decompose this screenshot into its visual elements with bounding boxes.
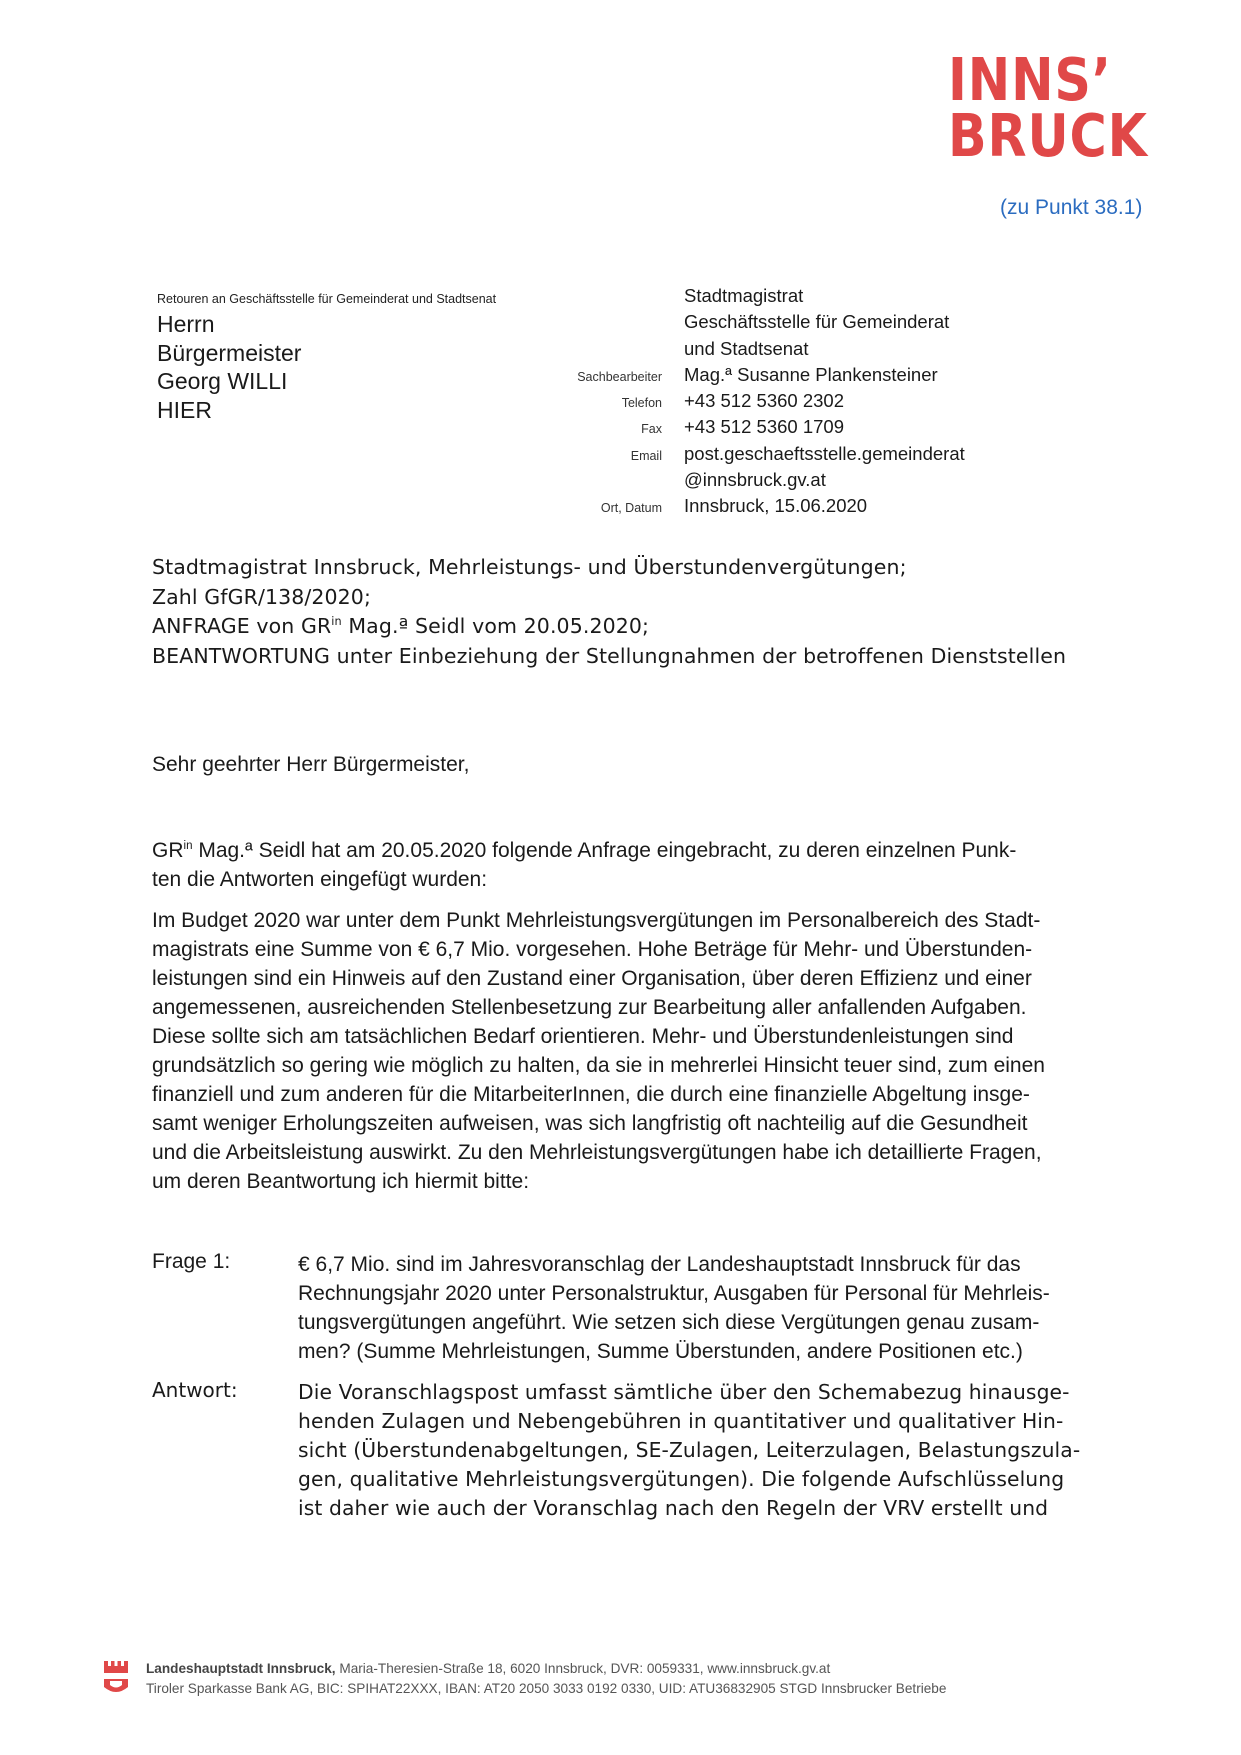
sender-label: Ort, Datum — [600, 501, 662, 516]
paragraph-line: finanziell und zum anderen für die MitarbeiterInnen, die durch eine finanzielle Abgeltung insge- — [152, 1083, 1030, 1106]
question-line: Rechnungsjahr 2020 unter Personalstruktur, Ausgaben für Personal für Mehrleis- — [298, 1282, 1050, 1305]
paragraph-line: angemessenen, ausreichenden Stellenbesetzung zur Bearbeitung aller anfallenden Aufgaben. — [152, 996, 1027, 1019]
sender-row — [560, 469, 1200, 495]
paragraph-line: leistungen sind ein Hinweis auf den Zustand einer Organisation, über deren Effizienz und einer — [152, 967, 1032, 990]
logo-line-2: BRUCK — [948, 101, 1148, 170]
subject-line: BEANTWORTUNG unter Einbeziehung der Stellungnahmen der betroffenen Dienststellen — [152, 643, 1067, 668]
superscript: in — [331, 615, 342, 629]
sender-row — [560, 390, 1200, 416]
agenda-reference: (zu Punkt 38.1) — [1000, 196, 1143, 219]
sender-value: @innsbruck.gv.at — [684, 469, 826, 491]
paragraph-line: magistrats eine Summe von € 6,7 Mio. vorgesehen. Hohe Beträge für Mehr- und Überstunden- — [152, 938, 1033, 961]
salutation: Sehr geehrter Herr Bürgermeister, — [152, 753, 470, 776]
return-note: Retouren an Geschäftsstelle für Gemeinderat und Stadtsenat — [157, 292, 497, 306]
answer-line: Die Voranschlagspost umfasst sämtliche über den Schemabezug hinausge- — [298, 1380, 1070, 1404]
paragraph-line: Im Budget 2020 war unter dem Punkt Mehrleistungsvergütungen im Personalbereich des Stadt- — [152, 909, 1041, 932]
sender-value: post.geschaeftsstelle.gemeinderat — [684, 442, 965, 464]
answer-label: Antwort: — [152, 1378, 238, 1402]
footer — [146, 1659, 946, 1699]
sender-value: Geschäftsstelle für Gemeinderat — [684, 311, 950, 333]
logo-line-1: INNS’ — [948, 45, 1112, 114]
subject-line — [152, 612, 1066, 642]
innsbruck-logo — [948, 45, 1154, 170]
paragraph-line: Diese sollte sich am tatsächlichen Bedarf orientieren. Mehr- und Überstundenleistungen sind — [152, 1025, 1014, 1048]
sender-value: Mag.ª Susanne Plankensteiner — [684, 363, 938, 385]
sender-label: Sachbearbeiter — [577, 369, 662, 384]
answer-line: sicht (Überstundenabgeltungen, SE-Zulagen, Leiterzulagen, Belastungszula- — [298, 1438, 1081, 1462]
address-line: Georg WILLI — [157, 368, 288, 394]
sender-block — [560, 285, 1200, 522]
paragraph-line: samt weniger Erholungszeiten aufweisen, was sich langfristig oft nachteilig auf die Gesundheit — [152, 1112, 1028, 1135]
sender-label: Telefon — [621, 396, 662, 411]
answer-line: henden Zulagen und Nebengebühren in quantitativer und qualitativer Hin- — [298, 1409, 1064, 1433]
question-line: € 6,7 Mio. sind im Jahresvoranschlag der Landeshauptstadt Innsbruck für das — [298, 1253, 1021, 1276]
paragraph-line — [152, 836, 1112, 865]
question-text — [298, 1250, 1050, 1366]
sender-row — [560, 311, 1200, 337]
footer-org: Landeshauptstadt Innsbruck, — [146, 1661, 336, 1676]
sender-row — [560, 364, 1200, 390]
superscript: in — [183, 840, 193, 852]
answer-line: ist daher wie auch der Voranschlag nach den Regeln der VRV erstellt und — [298, 1496, 1049, 1520]
sender-row — [560, 443, 1200, 469]
intro-text: Mag.ª Seidl hat am 20.05.2020 folgende Anfrage eingebracht, zu deren einzelnen Punk- — [192, 839, 1017, 862]
subject-line: Zahl GfGR/138/2020; — [152, 584, 371, 609]
sender-value: Stadtmagistrat — [684, 285, 804, 306]
sender-row — [560, 285, 1200, 311]
paragraph-line: ten die Antworten eingefügt wurden: — [152, 868, 488, 891]
sender-row — [560, 338, 1200, 364]
question-line: tungsvergütungen angeführt. Wie setzen sich diese Vergütungen genau zusam- — [298, 1311, 1040, 1334]
subject-line: Stadtmagistrat Innsbruck, Mehrleistungs- und Überstundenvergütungen; — [152, 555, 907, 579]
intro-text: GR — [152, 839, 184, 862]
address-line: Herrn — [157, 311, 215, 337]
sender-value: +43 512 5360 1709 — [684, 416, 844, 438]
subject-block — [152, 553, 1066, 671]
subject-text: ANFRAGE von GR — [152, 614, 332, 638]
question-label: Frage 1: — [152, 1250, 231, 1273]
subject-text: Mag.ª Seidl vom 20.05.2020; — [341, 614, 650, 638]
answer-line: gen, qualitative Mehrleistungsvergütungen). Die folgende Aufschlüsselung — [298, 1467, 1065, 1491]
address-line: Bürgermeister — [157, 339, 302, 366]
question-line: men? (Summe Mehrleistungen, Summe Überstunden, andere Positionen etc.) — [298, 1340, 1023, 1363]
city-crest-icon — [102, 1659, 130, 1699]
paragraph-line: grundsätzlich so gering wie möglich zu halten, da sie in mehrerlei Hinsicht teuer sind, zum einen — [152, 1054, 1045, 1077]
sender-value: +43 512 5360 2302 — [684, 390, 844, 412]
footer-line: Tiroler Sparkasse Bank AG, BIC: SPIHAT22XXX, IBAN: AT20 2050 3033 0192 0330, UID: ATU36832905 STGD Innsbrucker Betriebe — [146, 1681, 947, 1696]
sender-label: Fax — [641, 422, 662, 437]
sender-label: Email — [630, 448, 662, 463]
recipient-address — [157, 310, 301, 424]
sender-value: Innsbruck, 15.06.2020 — [684, 495, 868, 517]
paragraph-line: um deren Beantwortung ich hiermit bitte: — [152, 1170, 530, 1193]
footer-address: Maria-Theresien-Straße 18, 6020 Innsbruck, DVR: 0059331, www.innsbruck.gv.at — [335, 1661, 831, 1676]
sender-value: und Stadtsenat — [684, 337, 809, 359]
footer-line — [146, 1659, 946, 1679]
address-line: HIER — [157, 396, 212, 423]
answer-text — [298, 1378, 1080, 1523]
sender-row — [560, 416, 1200, 442]
sender-row — [560, 495, 1200, 521]
intro-paragraph — [152, 836, 1112, 894]
inquiry-paragraph — [152, 906, 1112, 1196]
paragraph-line: und die Arbeitsleistung auswirkt. Zu den Mehrleistungsvergütungen habe ich detaillierte Fragen, — [152, 1141, 1042, 1164]
